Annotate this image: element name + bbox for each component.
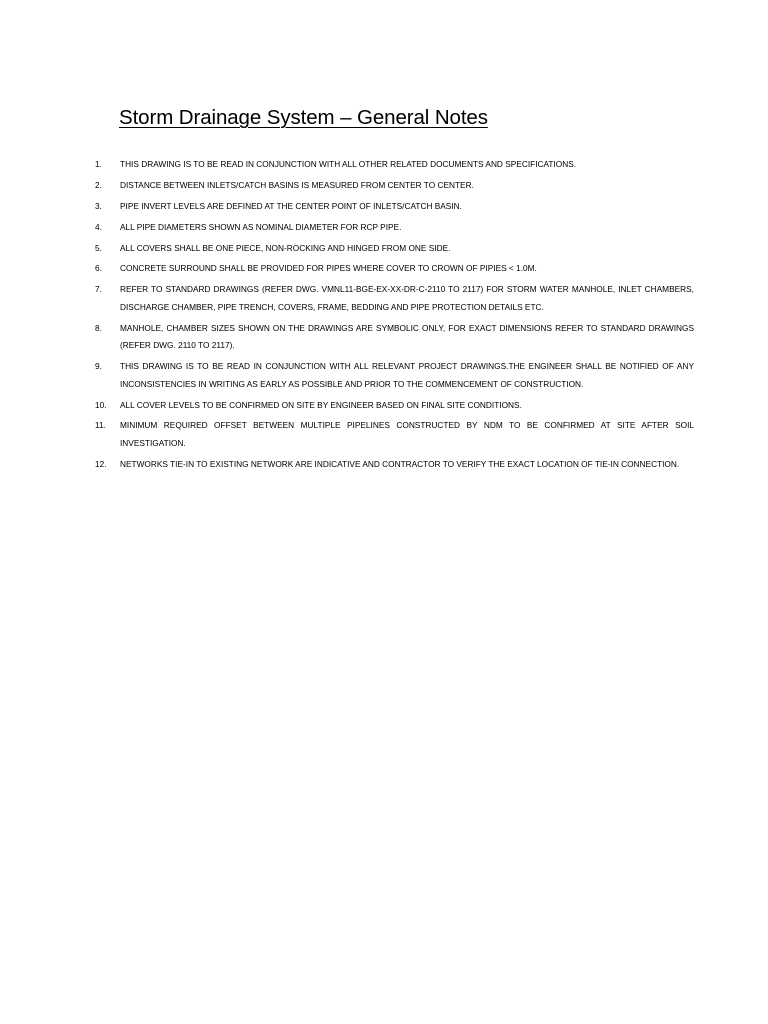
note-number: 3. [95, 200, 102, 211]
general-notes-list [95, 156, 694, 477]
note-number: 1. [95, 159, 102, 169]
note-number: 9. [95, 361, 102, 372]
note-item [95, 198, 694, 216]
note-text: DISTANCE BETWEEN INLETS/CATCH BASINS IS MEASURED FROM CENTER TO CENTER. [120, 179, 474, 190]
note-item [95, 177, 694, 195]
note-text: THIS DRAWING IS TO BE READ IN CONJUNCTION WITH ALL RELEVANT PROJECT DRAWINGS.THE ENGINEER SHALL BE NOTIFIED OF ANY INCONSISTENCIES IN WRITING AS EARLY AS POSSIBLE AND PRIOR TO THE COMMENCEMENT OF CONSTRUCTION. [120, 361, 694, 389]
note-text: MINIMUM REQUIRED OFFSET BETWEEN MULTIPLE PIPELINES CONSTRUCTED BY NDM TO BE CONFIRMED AT SITE AFTER SOIL INVESTIGATION. [120, 420, 694, 448]
note-number: 6. [95, 263, 102, 274]
note-number: 8. [95, 322, 102, 333]
note-text: PIPE INVERT LEVELS ARE DEFINED AT THE CENTER POINT OF INLETS/CATCH BASIN. [120, 200, 462, 211]
note-number: 4. [95, 221, 102, 232]
note-number: 5. [95, 242, 102, 253]
note-text: ALL PIPE DIAMETERS SHOWN AS NOMINAL DIAMETER FOR RCP PIPE. [120, 221, 402, 232]
note-text: NETWORKS TIE-IN TO EXISTING NETWORK ARE INDICATIVE AND CONTRACTOR TO VERIFY THE EXACT LOCATION OF TIE-IN CONNECTION. [120, 458, 680, 469]
note-item [95, 417, 694, 452]
note-text: THIS DRAWING IS TO BE READ IN CONJUNCTION WITH ALL OTHER RELATED DOCUMENTS AND SPECIFICATIONS. [120, 159, 577, 169]
note-text: REFER TO STANDARD DRAWINGS (REFER DWG. VMNL11-BGE-EX-XX-DR-C-2110 TO 2117) FOR STORM WATER MANHOLE, INLET CHAMBERS, DISCHARGE CHAMBER, PIPE TRENCH, COVERS, FRAME, BEDDING AND PIPE PROTECTION DETAILS ETC. [120, 284, 694, 312]
note-text: MANHOLE, CHAMBER SIZES SHOWN ON THE DRAWINGS ARE SYMBOLIC ONLY, FOR EXACT DIMENSIONS REFER TO STANDARD DRAWINGS (REFER DWG. 2110 TO 2117). [120, 322, 694, 351]
note-item [95, 358, 694, 393]
note-number: 12. [95, 458, 107, 469]
note-item [95, 397, 694, 415]
note-item [95, 456, 694, 474]
note-item [95, 219, 694, 237]
note-number: 2. [95, 179, 102, 190]
note-number: 10. [95, 399, 107, 410]
note-item [95, 260, 694, 278]
note-text: ALL COVERS SHALL BE ONE PIECE, NON-ROCKING AND HINGED FROM ONE SIDE. [120, 242, 451, 253]
note-text: ALL COVER LEVELS TO BE CONFIRMED ON SITE BY ENGINEER BASED ON FINAL SITE CONDITIONS. [120, 399, 522, 410]
page-title: Storm Drainage System – General Notes [119, 106, 488, 129]
note-text: CONCRETE SURROUND SHALL BE PROVIDED FOR PIPES WHERE COVER TO CROWN OF PIPIES < 1.0M. [120, 263, 537, 274]
note-item [95, 156, 694, 174]
note-item [95, 281, 694, 316]
note-number: 11. [95, 420, 106, 431]
note-number: 7. [95, 284, 102, 295]
note-item [95, 320, 694, 355]
note-item [95, 240, 694, 258]
